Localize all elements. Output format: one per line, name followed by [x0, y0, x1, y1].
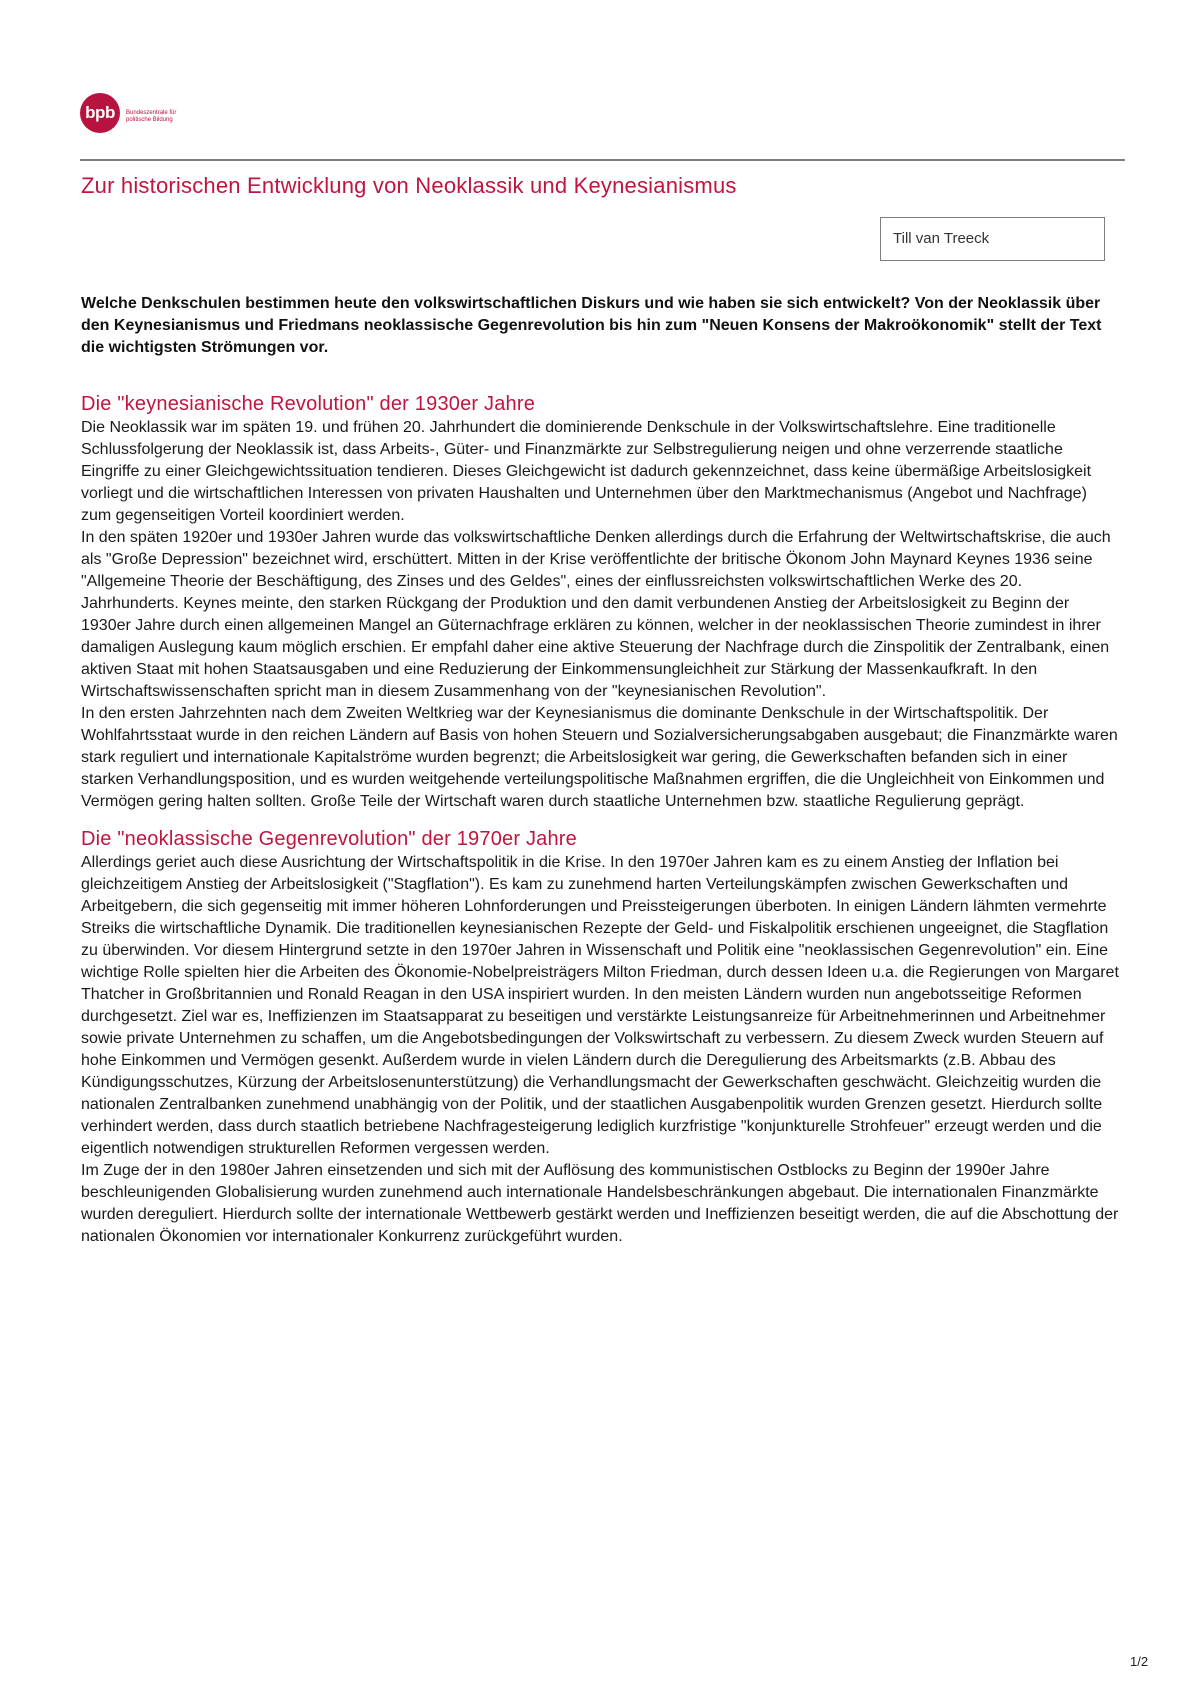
- lead-paragraph: Welche Denkschulen bestimmen heute den volkswirtschaftlichen Diskurs und wie haben sie sich entwickelt? Von der Neoklassik über den Keynesianismus und Friedmans neoklassische Gegenrevolution bis hin zum "Neuen Konsens der Makroökonomik" stellt der Text die wichtigsten Strömungen vor.: [81, 295, 1102, 356]
- header-divider: [80, 159, 1125, 161]
- body-paragraph: In den späten 1920er und 1930er Jahren wurde das volkswirtschaftliche Denken allerdings durch die Erfahrung der Weltwirtschaftskrise, die auch als "Große Depression" bezeichnet wird, erschüttert. Mitten in der Krise veröffentlichte der britische Ökonom John Maynard Keynes 1936 seine "Allgemeine Theorie der Beschäftigung, des Zinses und des Geldes", eines der einflussreichsten volkswirtschaftlichen Werke des 20. Jahrhunderts. Keynes meinte, den starken Rückgang der Produktion und den damit verbundenen Anstieg der Arbeitslosigkeit zu Beginn der 1930er Jahre durch einen allgemeinen Mangel an Güternachfrage erklären zu können, welcher in der neoklassischen Theorie zumindest in ihrer damaligen Auslegung kaum möglich erschien. Er empfahl daher eine aktive Steuerung der Nachfrage durch die Zinspolitik der Zentralbank, einen aktiven Staat mit hohen Staatsausgaben und eine Reduzierung der Einkommensungleichheit zur Stärkung der Massenkaufkraft. In den Wirtschaftswissenschaften spricht man in diesem Zusammenhang von der "keynesianischen Revolution".: [81, 529, 1111, 700]
- article-body: [81, 293, 1121, 1248]
- section-heading: Die "neoklassische Gegenrevolution" der 1970er Jahre: [81, 828, 577, 850]
- bpb-logo[interactable]: [80, 91, 190, 135]
- body-paragraph: Im Zuge der in den 1980er Jahren einsetzenden und sich mit der Auflösung des kommunistischen Ostblocks zu Beginn der 1990er Jahre beschleunigenden Globalisierung wurden zunehmend auch internationale Handelsbeschränkungen abgebaut. Die internationalen Finanzmärkte wurden dereguliert. Hierdurch sollte der internationale Wettbewerb gestärkt werden und Ineffizienzen beseitigt werden, die auf die Abschottung der nationalen Ökonomien vor internationaler Konkurrenz zurückgeführt wurden.: [81, 1162, 1119, 1245]
- body-paragraph: In den ersten Jahrzehnten nach dem Zweiten Weltkrieg war der Keynesianismus die dominante Denkschule in der Wirtschaftspolitik. Der Wohlfahrtsstaat wurde in den reichen Ländern auf Basis von hohen Steuern und Sozialversicherungsabgaben ausgebaut; die Finanzmärkte waren stark reguliert und internationale Kapitalströme wurden begrenzt; die Arbeitslosigkeit war gering, die Gewerkschaften befanden sich in einer starken Verhandlungsposition, und es wurden weitgehende verteilungspolitische Maßnahmen ergriffen, die die Ungleichheit von Einkommen und Vermögen gering halten sollten. Große Teile der Wirtschaft waren durch staatliche Unternehmen bzw. staatliche Regulierung geprägt.: [81, 705, 1118, 810]
- section-heading: Die "keynesianische Revolution" der 1930er Jahre: [81, 393, 536, 415]
- author-box: Till van Treeck: [880, 217, 1105, 261]
- body-paragraph: Allerdings geriet auch diese Ausrichtung der Wirtschaftspolitik in die Krise. In den 1970er Jahren kam es zu einem Anstieg der Inflation bei gleichzeitigem Anstieg der Arbeitslosigkeit ("Stagflation"). Es kam zu zunehmend harten Verteilungskämpfen zwischen Gewerkschaften und Arbeitgebern, die sich gegenseitig mit immer höheren Lohnforderungen und Preissteigerungen überboten. In einigen Ländern lähmten vermehrte Streiks die wirtschaftliche Dynamik. Die traditionellen keynesianischen Rezepte der Geld- und Fiskalpolitik erschienen ungeeignet, die Stagflation zu überwinden. Vor diesem Hintergrund setzte in den 1970er Jahren in Wissenschaft und Politik eine "neoklassischen Gegenrevolution" ein. Eine wichtige Rolle spielten hier die Arbeiten des Ökonomie-Nobelpreisträgers Milton Friedman, durch dessen Ideen u.a. die Regierungen von Margaret Thatcher in Großbritannien und Ronald Reagan in den USA inspiriert wurden. In den meisten Ländern wurden nun angebotsseitige Reformen durchgesetzt. Ziel war es, Ineffizienzen im Staatsapparat zu beseitigen und verstärkte Leistungsanreize für Arbeitnehmerinnen und Arbeitnehmer sowie private Unternehmen zu schaffen, um die Angebotsbedingungen der Volkswirtschaft zu verbessern. Zu diesem Zweck wurden Steuern auf hohe Einkommen und Vermögen gesenkt. Außerdem wurde in vielen Ländern durch die Deregulierung des Arbeitsmarkts (z.B. Abbau des Kündigungsschutzes, Kürzung der Arbeitslosenunterstützung) die Verhandlungsmacht der Gewerkschaften geschwächt. Gleichzeitig wurden die nationalen Zentralbanken zunehmend unabhängig von der Politik, und der staatlichen Ausgabenpolitik wurden Grenzen gesetzt. Hierdurch sollte verhindert werden, dass durch staatlich betriebene Nachfragesteigerung lediglich kurzfristige "konjunkturelle Strohfeuer" erzeugt werden und die eigentlich notwendigen strukturellen Reformen vergessen werden.: [81, 854, 1119, 1157]
- logo-mark: bpb: [80, 93, 120, 133]
- page-title: Zur historischen Entwicklung von Neoklassik und Keynesianismus: [81, 173, 737, 198]
- body-paragraph: Die Neoklassik war im späten 19. und frühen 20. Jahrhundert die dominierende Denkschule in der Volkswirtschaftslehre. Eine traditionelle Schlussfolgerung der Neoklassik ist, dass Arbeits-, Güter- und Finanzmärkte zur Selbstregulierung neigen und ohne verzerrende staatliche Eingriffe zu einer Gleichgewichtssituation tendieren. Dieses Gleichgewicht ist dadurch gekennzeichnet, dass keine übermäßige Arbeitslosigkeit vorliegt und die wirtschaftlichen Interessen von privaten Haushalten und Unternehmen über den Marktmechanismus (Angebot und Nachfrage) zum gegenseitigen Vorteil koordiniert werden.: [81, 419, 1092, 524]
- logo-subtitle: Bundeszentrale für politische Bildung: [126, 110, 177, 123]
- page-number: 1/2: [1130, 1654, 1149, 1669]
